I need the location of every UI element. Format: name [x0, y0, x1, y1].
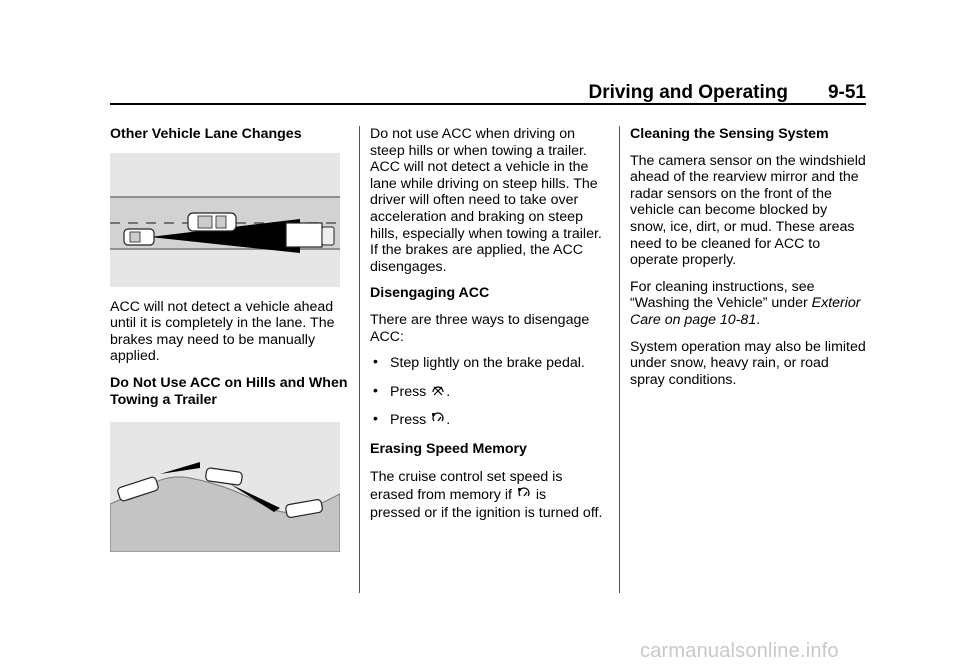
column-divider-2 [619, 126, 620, 593]
paragraph-hills: Do not use ACC when driving on steep hills or when towing a trailer. ACC will not detect a vehicle in the lane while driving on steep hills. The driver will often need to take over acceleration and braking on steep hills, especially when towing a trailer. If the brakes are applied, the ACC disengages. [370, 126, 602, 275]
header-rule [110, 103, 866, 105]
column-divider-1 [359, 126, 360, 593]
page-number: 9-51 [827, 82, 866, 103]
list-item: • Press . [373, 382, 451, 400]
page-reference-link[interactable]: Exterior Care on page 10-81 [630, 295, 861, 328]
column-1 [110, 126, 348, 564]
own-vehicle [124, 229, 154, 245]
heading-erasing-memory: Erasing Speed Memory [370, 440, 527, 457]
paragraph-cleaning: The camera sensor on the windshield ahead of the rearview mirror and the radar sensors on the front of the vehicle can become blocked by snow, ice, dirt, or mud. These areas need to be cleaned for ACC to operate properly. [630, 152, 866, 269]
heading-cleaning: Cleaning the Sensing System [630, 126, 829, 142]
column-3 [630, 126, 866, 398]
heading-hills-towing: Do Not Use ACC on Hills and When Towing a Trailer [110, 374, 348, 408]
paragraph-lane-changes: ACC will not detect a vehicle ahead until it is completely in the lane. The brakes may need to be manually applied. [110, 298, 335, 365]
column-2 [370, 126, 610, 532]
cruise-cancel-icon [431, 384, 445, 398]
page-header [110, 82, 866, 104]
truck-ahead [286, 223, 334, 247]
figure-lane-change [110, 153, 340, 287]
section-title: Driving and Operating [588, 82, 788, 103]
watermark: carmanualsonline.info [640, 640, 839, 662]
paragraph-erasing-memory: The cruise control set speed is erased from memory if is pressed or if the ignition is turned off. [370, 468, 603, 521]
heading-disengaging: Disengaging ACC [370, 285, 490, 302]
figure-hills [110, 422, 340, 552]
paragraph-disengage-ways: There are three ways to disengage ACC: [370, 311, 590, 345]
list-item: • Step lightly on the brake pedal. [373, 354, 585, 372]
heading-lane-changes: Other Vehicle Lane Changes [110, 126, 302, 142]
disengage-list [370, 355, 610, 429]
paragraph-system-limits: System operation may also be limited under snow, heavy rain, or road spray conditions. [630, 338, 866, 388]
cruise-onoff-icon [517, 487, 531, 501]
merging-vehicle [188, 213, 236, 231]
list-item: • Press . [373, 411, 451, 429]
cruise-onoff-icon [431, 412, 445, 426]
paragraph-cleaning-instructions: For cleaning instructions, see “Washing the Vehicle” under Exterior Care on page 10-81. [630, 278, 861, 328]
